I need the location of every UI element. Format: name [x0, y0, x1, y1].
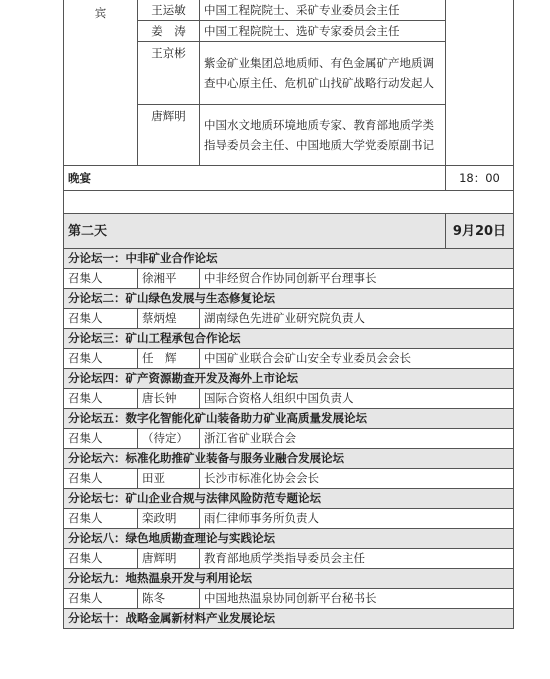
forum-title: 分论坛二：矿山绿色发展与生态修复论坛	[64, 289, 514, 309]
convener-role: 召集人	[64, 549, 138, 569]
time-cell-empty	[446, 0, 514, 166]
convener-name: 唐长钟	[138, 389, 200, 409]
forum-convener-row	[64, 509, 514, 529]
dinner-time: 18：00	[446, 166, 514, 191]
convener-role: 召集人	[64, 349, 138, 369]
forum-title-row	[64, 609, 514, 629]
forum-title: 分论坛四：矿产资源勘查开发及海外上市论坛	[64, 369, 514, 389]
forum-convener-row	[64, 429, 514, 449]
guest-desc: 中国工程院院士、选矿专家委员会主任	[200, 21, 446, 42]
convener-org: 浙江省矿业联合会	[200, 429, 514, 449]
forum-convener-row	[64, 549, 514, 569]
spacer-cell	[64, 191, 514, 214]
guest-row	[64, 0, 514, 21]
convener-role: 召集人	[64, 429, 138, 449]
day-header-row	[64, 214, 514, 249]
convener-org: 雨仁律师事务所负责人	[200, 509, 514, 529]
forum-title-row	[64, 409, 514, 429]
forum-title: 分论坛九：地热温泉开发与利用论坛	[64, 569, 514, 589]
convener-role: 召集人	[64, 469, 138, 489]
convener-org: 国际合资格人组织中国负责人	[200, 389, 514, 409]
forum-title: 分论坛七：矿山企业合规与法律风险防范专题论坛	[64, 489, 514, 509]
forum-title-row	[64, 249, 514, 269]
guest-name: 王运敏	[138, 0, 200, 21]
convener-org: 中国地热温泉协同创新平台秘书长	[200, 589, 514, 609]
convener-role: 召集人	[64, 269, 138, 289]
forum-title: 分论坛一：中非矿业合作论坛	[64, 249, 514, 269]
convener-role: 召集人	[64, 509, 138, 529]
forum-convener-row	[64, 309, 514, 329]
forum-title: 分论坛十：战略金属新材料产业发展论坛	[64, 609, 514, 629]
convener-name: 徐湘平	[138, 269, 200, 289]
forum-title: 分论坛三：矿山工程承包合作论坛	[64, 329, 514, 349]
forum-title: 分论坛五：数字化智能化矿山装备助力矿业高质量发展论坛	[64, 409, 514, 429]
spacer-row	[64, 191, 514, 214]
day-label: 第二天	[64, 214, 446, 249]
forum-title-row	[64, 289, 514, 309]
convener-name: 田亚	[138, 469, 200, 489]
forum-convener-row	[64, 469, 514, 489]
guest-desc: 中国工程院院士、采矿专业委员会主任	[200, 0, 446, 21]
convener-name: 蔡炳煌	[138, 309, 200, 329]
convener-role: 召集人	[64, 309, 138, 329]
guest-name: 姜 涛	[138, 21, 200, 42]
dinner-row	[64, 166, 514, 191]
forum-title-row	[64, 489, 514, 509]
guest-desc: 中国水文地质环境地质专家、教育部地质学类指导委员会主任、中国地质大学党委原副书记	[200, 105, 446, 166]
convener-name: （待定）	[138, 429, 200, 449]
forum-title: 分论坛六：标准化助推矿业装备与服务业融合发展论坛	[64, 449, 514, 469]
forum-title-row	[64, 449, 514, 469]
convener-name: 任 辉	[138, 349, 200, 369]
forum-convener-row	[64, 389, 514, 409]
guest-section-label: 宾	[64, 0, 138, 166]
convener-name: 栾政明	[138, 509, 200, 529]
guest-name: 唐辉明	[138, 105, 200, 166]
convener-role: 召集人	[64, 389, 138, 409]
day-date: 9月20日	[446, 214, 514, 249]
forum-convener-row	[64, 269, 514, 289]
guest-desc: 紫金矿业集团总地质师、有色金属矿产地质调查中心原主任、危机矿山找矿战略行动发起人	[200, 42, 446, 105]
convener-name: 陈冬	[138, 589, 200, 609]
convener-org: 长沙市标准化协会会长	[200, 469, 514, 489]
convener-org: 中国矿业联合会矿山安全专业委员会会长	[200, 349, 514, 369]
forum-title-row	[64, 329, 514, 349]
forum-convener-row	[64, 589, 514, 609]
forum-title-row	[64, 369, 514, 389]
dinner-label: 晚宴	[64, 166, 446, 191]
convener-role: 召集人	[64, 589, 138, 609]
convener-org: 湖南绿色先进矿业研究院负责人	[200, 309, 514, 329]
forum-title: 分论坛八：绿色地质勘查理论与实践论坛	[64, 529, 514, 549]
convener-org: 教育部地质学类指导委员会主任	[200, 549, 514, 569]
forum-title-row	[64, 569, 514, 589]
agenda-table	[63, 0, 514, 629]
convener-org: 中非经贸合作协同创新平台理事长	[200, 269, 514, 289]
forum-convener-row	[64, 349, 514, 369]
forum-title-row	[64, 529, 514, 549]
convener-name: 唐辉明	[138, 549, 200, 569]
guest-name: 王京彬	[138, 42, 200, 105]
